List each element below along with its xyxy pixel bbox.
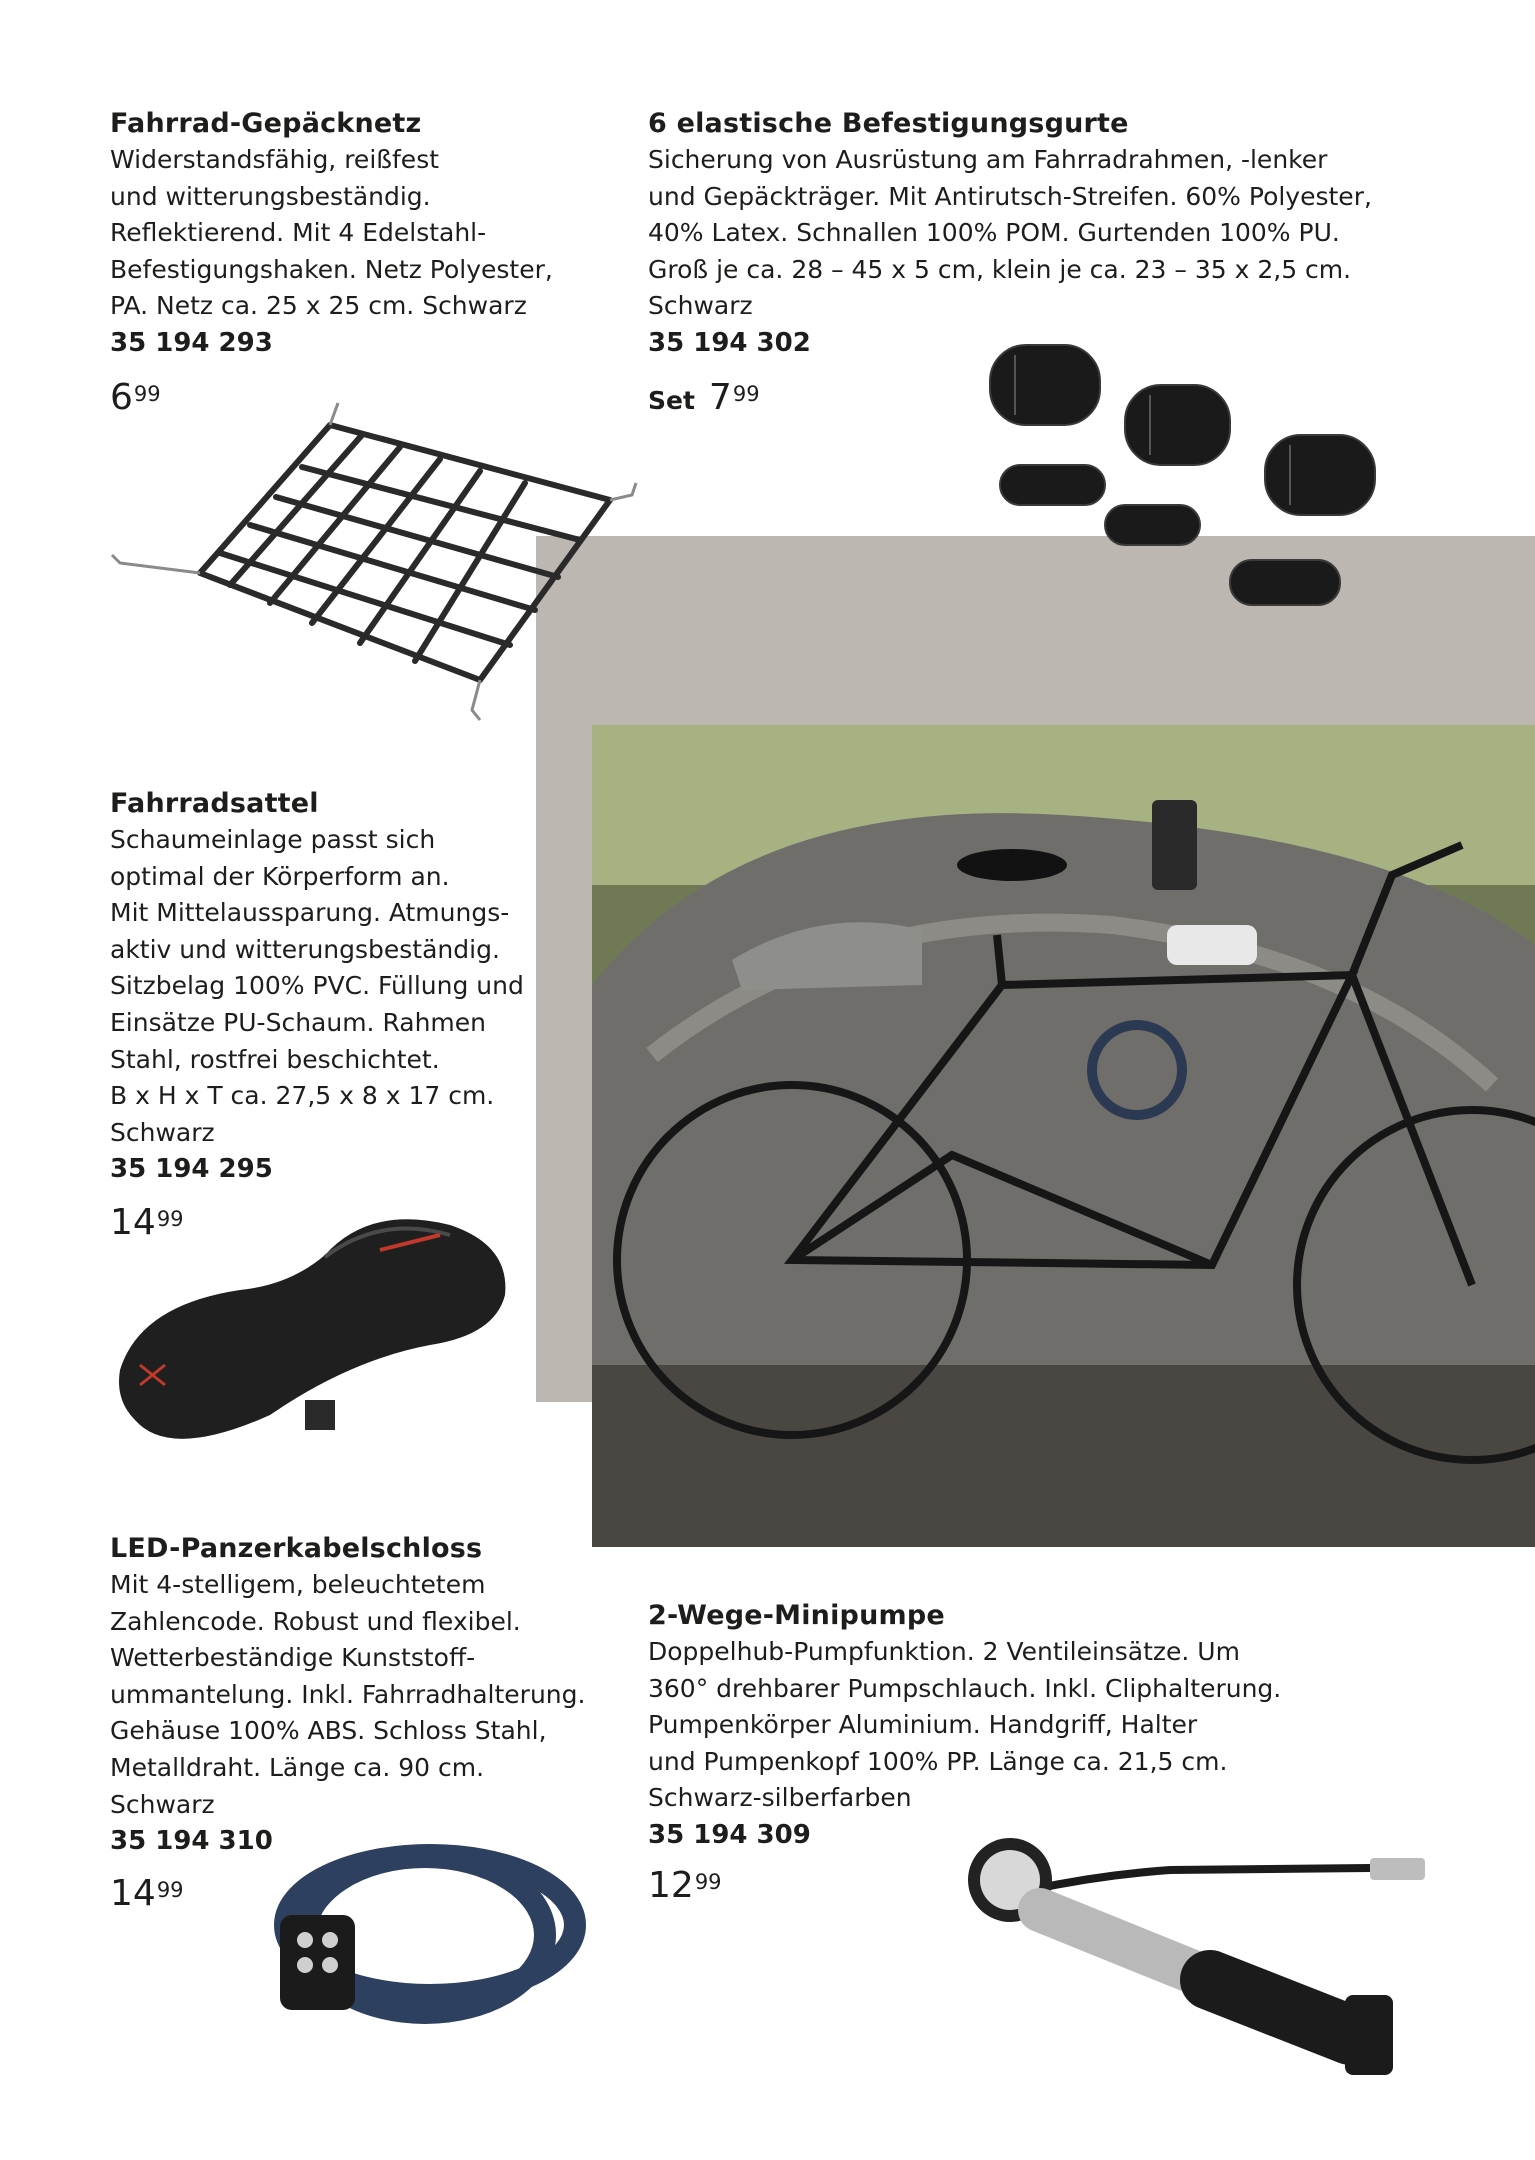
price: $14^{99}$ (110, 1202, 184, 1243)
product-mini-pump (648, 1597, 1528, 1854)
product-saddle (110, 785, 580, 1188)
product-title: Fahrradsattel (110, 788, 319, 819)
article-number: 35 194 310 (110, 1826, 273, 1857)
price: $14^{99}$ (110, 1873, 184, 1914)
article-number: 35 194 293 (110, 327, 273, 358)
price: $12^{99}$ (648, 1865, 722, 1906)
cable-lock-image (255, 1815, 595, 2035)
article-number: 35 194 295 (110, 1154, 273, 1185)
product-cable-lock (110, 1530, 590, 1860)
product-title: LED-Panzerkabelschloss (110, 1533, 483, 1564)
product-title: 6 elastische Befestigungsgurte (648, 108, 1129, 139)
product-description: Widerstandsfähig, reißfest und witterungsbeständig. Reflektierend. Mit 4 Edelstahl- Befestigungshaken. Netz Polyester, PA. Netz ca. 25 x 25 cm. Schwarz (110, 145, 553, 321)
product-description: Sicherung von Ausrüstung am Fahrradrahmen, -lenker und Gepäckträger. Mit Antirutsch-Streifen. 60% Polyester, 40% Latex. Schnallen 100% POM. Gurtenden 100% PU. Groß je ca. 28 – 45 x 5 cm, klein je ca. 23 – 35 x 2,5 cm. Schwarz (648, 145, 1372, 321)
product-description: Schaumeinlage passt sich optimal der Körperform an. Mit Mittelaussparung. Atmungs- aktiv und witterungsbeständig. Sitzbelag 100% PVC. Füllung und Einsätze PU-Schaum. Rahmen Stahl, rostfrei beschichtet. B x H x T ca. 27,5 x 8 x 17 cm. Schwarz (110, 825, 524, 1147)
saddle-image (110, 1195, 540, 1475)
bike-photo (592, 725, 1535, 1547)
article-number: 35 194 302 (648, 327, 811, 358)
straps-image (985, 335, 1405, 625)
product-description: Doppelhub-Pumpfunktion. 2 Ventileinsätze. Um 360° drehbarer Pumpschlauch. Inkl. Cliphalterung. Pumpenkörper Aluminium. Handgriff, Halter und Pumpenkopf 100% PP. Länge ca. 21,5 cm. Schwarz-silberfarben (648, 1637, 1282, 1813)
product-luggage-net (110, 105, 580, 362)
luggage-net-image (80, 385, 645, 735)
product-description: Mit 4-stelligem, beleuchtetem Zahlencode. Robust und flexibel. Wetterbeständige Kunststoff- ummantelung. Inkl. Fahrradhalterung. Gehäuse 100% ABS. Schloss Stahl, Metalldraht. Länge ca. 90 cm. Schwarz (110, 1570, 586, 1819)
article-number: 35 194 309 (648, 1819, 811, 1850)
price: $6^{99}$ (110, 377, 161, 418)
product-title: 2-Wege-Minipumpe (648, 1600, 945, 1631)
product-title: Fahrrad-Gepäcknetz (110, 108, 422, 139)
mini-pump-image (950, 1830, 1460, 2090)
product-straps (648, 105, 1528, 362)
price: Set $7^{99}$ (648, 377, 760, 418)
bicycle-scene-illustration (592, 725, 1535, 1547)
